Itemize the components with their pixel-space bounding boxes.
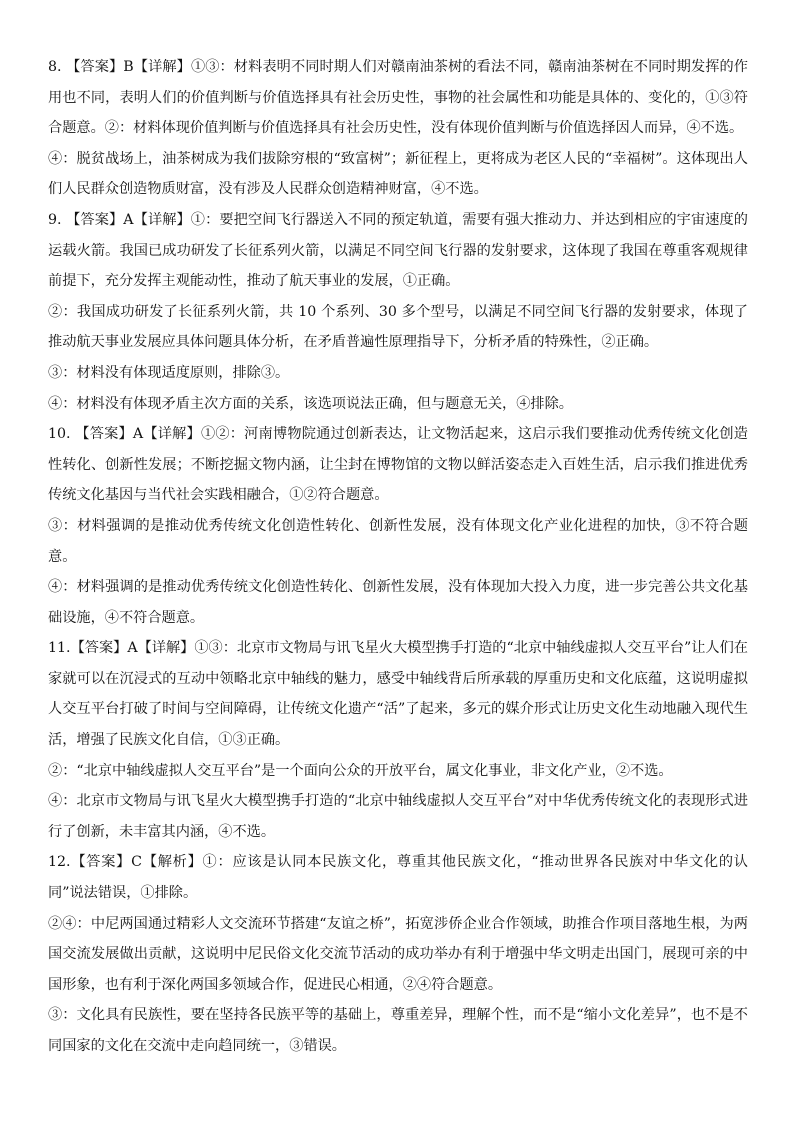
q9-explanation-part1: 9. 【答案】A【详解】①：要把空间飞行器送入不同的预定轨道，需要有强大推动力、并达到相应的宇宙速度的运载火箭。我国已成功研发了长征系列火箭，以满足不同空间飞行器的发射要求，这体现了我国在尊重客观规律前提下，充分发挥主观能动性，推动了航天事业的发展，①正确。 [48,211,748,290]
q10-explanation-part1: 10. 【答案】A【详解】①②：河南博物院通过创新表达，让文物活起来，这启示我们要推动优秀传统文化创造性转化、创新性发展；不断挖掘文物内涵，让尘封在博物馆的文物以鲜活姿态走入百姓生活，启示我们推进优秀传统文化基因与当代社会实践相融合，①②符合题意。 [48,426,748,504]
q9-explanation-part2: ②：我国成功研发了长征系列火箭，共 10 个系列、30 多个型号，以满足不同空间飞行器的发射要求，体现了推动航天事业发展应具体问题具体分析，在矛盾普遍性原理指导下，分析矛盾的特殊性，②正确。 [48,303,748,351]
answer-explanations [48,52,748,1062]
q11-explanation-part3: ④：北京市文物局与讯飞星火大模型携手打造的“北京中轴线虚拟人交互平台”对中华优秀传统文化的表现形式进行了创新，未丰富其内涵，④不选。 [48,793,748,840]
q12-explanation-part3: ③：文化具有民族性，要在坚持各民族平等的基础上，尊重差异，理解个性，而不是“缩小文化差异”，也不是不同国家的文化在交流中走向趋同统一，③错误。 [48,1007,748,1054]
q8-explanation-part1: 8. 【答案】B【详解】①③：材料表明不同时期人们对赣南油茶树的看法不同，赣南油茶树在不同时期发挥的作用也不同，表明人们的价值判断与价值选择具有社会历史性，事物的社会属性和功能是具体的、变化的，①③符合题意。②：材料体现价值判断与价值选择具有社会历史性，没有体现价值判断与价值选择因人而异，④不选。 [48,59,748,137]
q12-explanation-part1: 12.【答案】C【解析】①：应该是认同本民族文化，尊重其他民族文化，“推动世界各民族对中华文化的认同”说法错误，①排除。 [48,854,748,902]
q9-explanation-part4: ④：材料没有体现矛盾主次方面的关系，该选项说法正确，但与题意无关，④排除。 [48,395,573,412]
q10-explanation-part3: ④：材料强调的是推动优秀传统文化创造性转化、创新性发展，没有体现加大投入力度，进一步完善公共文化基础设施，④不符合题意。 [48,579,748,626]
q11-explanation-part1: 11.【答案】A【详解】①③：北京市文物局与讯飞星火大模型携手打造的“北京中轴线虚拟人交互平台”让人们在家就可以在沉浸式的互动中领略北京中轴线的魅力，感受中轴线背后所承载的厚重历史和文化底蕴，这说明虚拟人交互平台打破了时间与空间障碍，让传统文化遗产“活”了起来，多元的媒介形式让历史文化生动地融入现代生活，增强了民族文化自信，①③正确。 [48,640,748,749]
q11-explanation-part2: ②：“北京中轴线虚拟人交互平台”是一个面向公众的开放平台，属文化事业，非文化产业，②不选。 [48,762,673,779]
q10-explanation-part2: ③：材料强调的是推动优秀传统文化创造性转化、创新性发展，没有体现文化产业化进程的加快，③不符合题意。 [48,517,748,565]
q8-explanation-part2: ④：脱贫战场上，油茶树成为我们拔除穷根的“致富树”；新征程上，更将成为老区人民的“幸福树”。这体现出人们人民群众创造物质财富，没有涉及人民群众创造精神财富，④不选。 [48,150,748,198]
q9-explanation-part3: ③：材料没有体现适度原则，排除③。 [48,364,290,381]
q12-explanation-part2: ②④：中尼两国通过精彩人文交流环节搭建“友谊之桥”，拓宽涉侨企业合作领域，助推合作项目落地生根，为两国交流发展做出贡献，这说明中尼民俗文化交流节活动的成功举办有利于增强中华文明走出国门，展现可亲的中国形象，也有利于深化两国多领域合作，促进民心相通，②④符合题意。 [48,915,748,993]
